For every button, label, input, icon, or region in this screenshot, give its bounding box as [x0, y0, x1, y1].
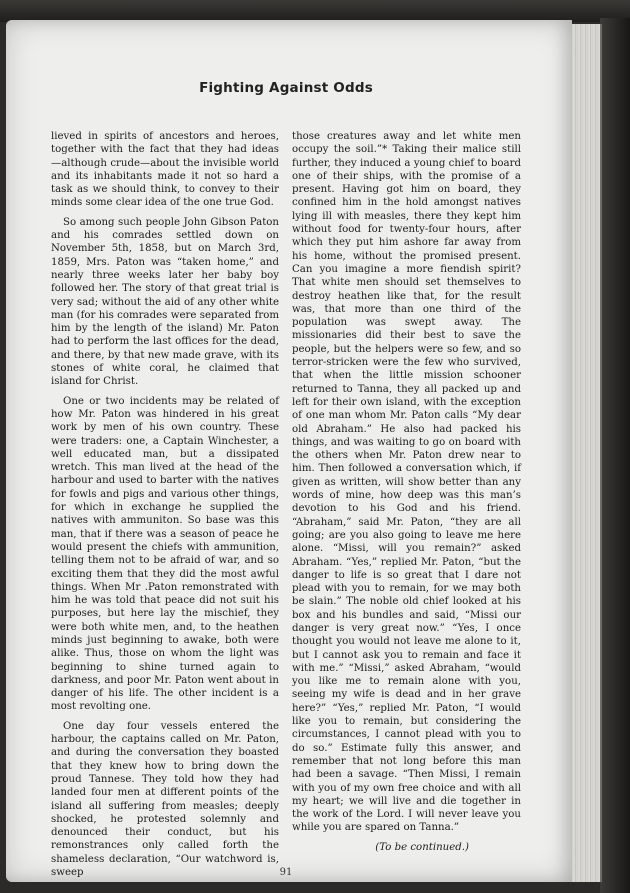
- left-column: [51, 130, 279, 885]
- book-top-edge: [0, 0, 630, 22]
- book-cover-edge: [600, 18, 630, 893]
- paragraph: those creatures away and let white men occupy the soil.”* Taking their malice still further, they induced a young chief to board one of their ships, with the promise of a present. Having got him on board, they confined him in the hold amongst natives lying ill with measles, there they kept him without food for twenty-four hours, after which they put him ashore far away from his home, without the promised present. Can you imagine a more fiendish spirit? That white men should set themselves to destroy heathen like that, for the result was, that more than one third of the population was swept away. The missionaries did their best to save the people, but the helpers were so few, and so terror-stricken were the few who survived, that when the little mission schooner returned to Tanna, they all packed up and left for their own island, with the exception of one man whom Mr. Paton calls “My dear old Abraham.” He also had packed his things, and was waiting to go on board with the others when Mr. Paton drew near to him. Then followed a conversation which, if given as written, will show better than any words of mine, how deep was this man’s devotion to his God and his friend. “Abraham,” said Mr. Paton, “they are all going; are you also going to leave me here alone. “Missi, will you remain?” asked Abraham. “Yes,” replied Mr. Paton, “but the danger to life is so great that I dare not plead with you to remain, for we may both be slain.” The noble old chief looked at his box and his bundles and said, “Missi our danger is very great now.” “Yes, I once thought you would not leave me alone to it, but I cannot ask you to remain and face it with me.” “Missi,” asked Abraham, “would you like me to remain alone with you, seeing my wife is dead and in her grave here?” “Yes,” replied Mr. Paton, “I would like you to remain, but considering the circumstances, I cannot plead with you to do so.” Estimate fully this answer, and remember that not long before this man had been a savage. “Then Missi, I remain with you of my own free choice and with all my heart; we will live and die together in the work of the Lord. I will never leave you while you are spared on Tanna.”: [292, 131, 521, 834]
- paragraph: So among such people John Gibson Paton and his comrades settled down on November 5th, 1858, but on March 3rd, 1859, Mrs. Paton was “taken home,” and nearly three weeks later her baby boy followed her. The story of that great trial is very sad; without the aid of any other white man (for his comrades were separated from him by the length of the island) Mr. Paton had to perform the last offices for the dead, and there, by that new made grave, with its stones of white coral, he claimed that island for Christ.: [51, 216, 279, 388]
- running-header: Fighting Against Odds: [199, 80, 373, 96]
- paragraph: lieved in spirits of ancestors and heroes, together with the fact that they had ideas —although crude—about the invisible world and its inhabitants made it not so hard a task as we should think, to convey to their minds some clear idea of the one true God.: [51, 131, 279, 209]
- page-number: 91: [279, 867, 293, 878]
- right-column: [292, 130, 521, 854]
- book-page: [6, 20, 572, 882]
- paragraph: One day four vessels entered the harbour, the captains called on Mr. Paton, and during the conversation they boasted that they knew how to bring down the proud Tannese. They told how they had landed four men at different points of the island all suffering from measles; deeply shocked, he protested solemnly and denounced their conduct, but his remonstrances only called forth the shameless declaration, “Our watchword is, sweep: [51, 720, 279, 879]
- paragraph: One or two incidents may be related of how Mr. Paton was hindered in his great work by men of his own country. These were traders: one, a Captain Winchester, a well educated man, but a dissipated wretch. This man lived at the head of the harbour and used to barter with the natives for fowls and pigs and various other things, for which in exchange he supplied the natives with ammuniton. So base was this man, that if there was a season of peace he would present the chiefs with ammunition, telling them not to be afraid of war, and so exciting them that they did the most awful things. When Mr .Paton remonstrated with him he was told that peace did not suit his purposes, but here lay the mischief, they were both white men, and, to the heathen minds just beginning to awake, both were alike. Thus, those on whom the light was beginning to shine turned again to darkness, and poor Mr. Paton went about in danger of his life. The other incident is a most revolting one.: [51, 395, 279, 713]
- to-be-continued-note: (To be continued.): [375, 841, 469, 853]
